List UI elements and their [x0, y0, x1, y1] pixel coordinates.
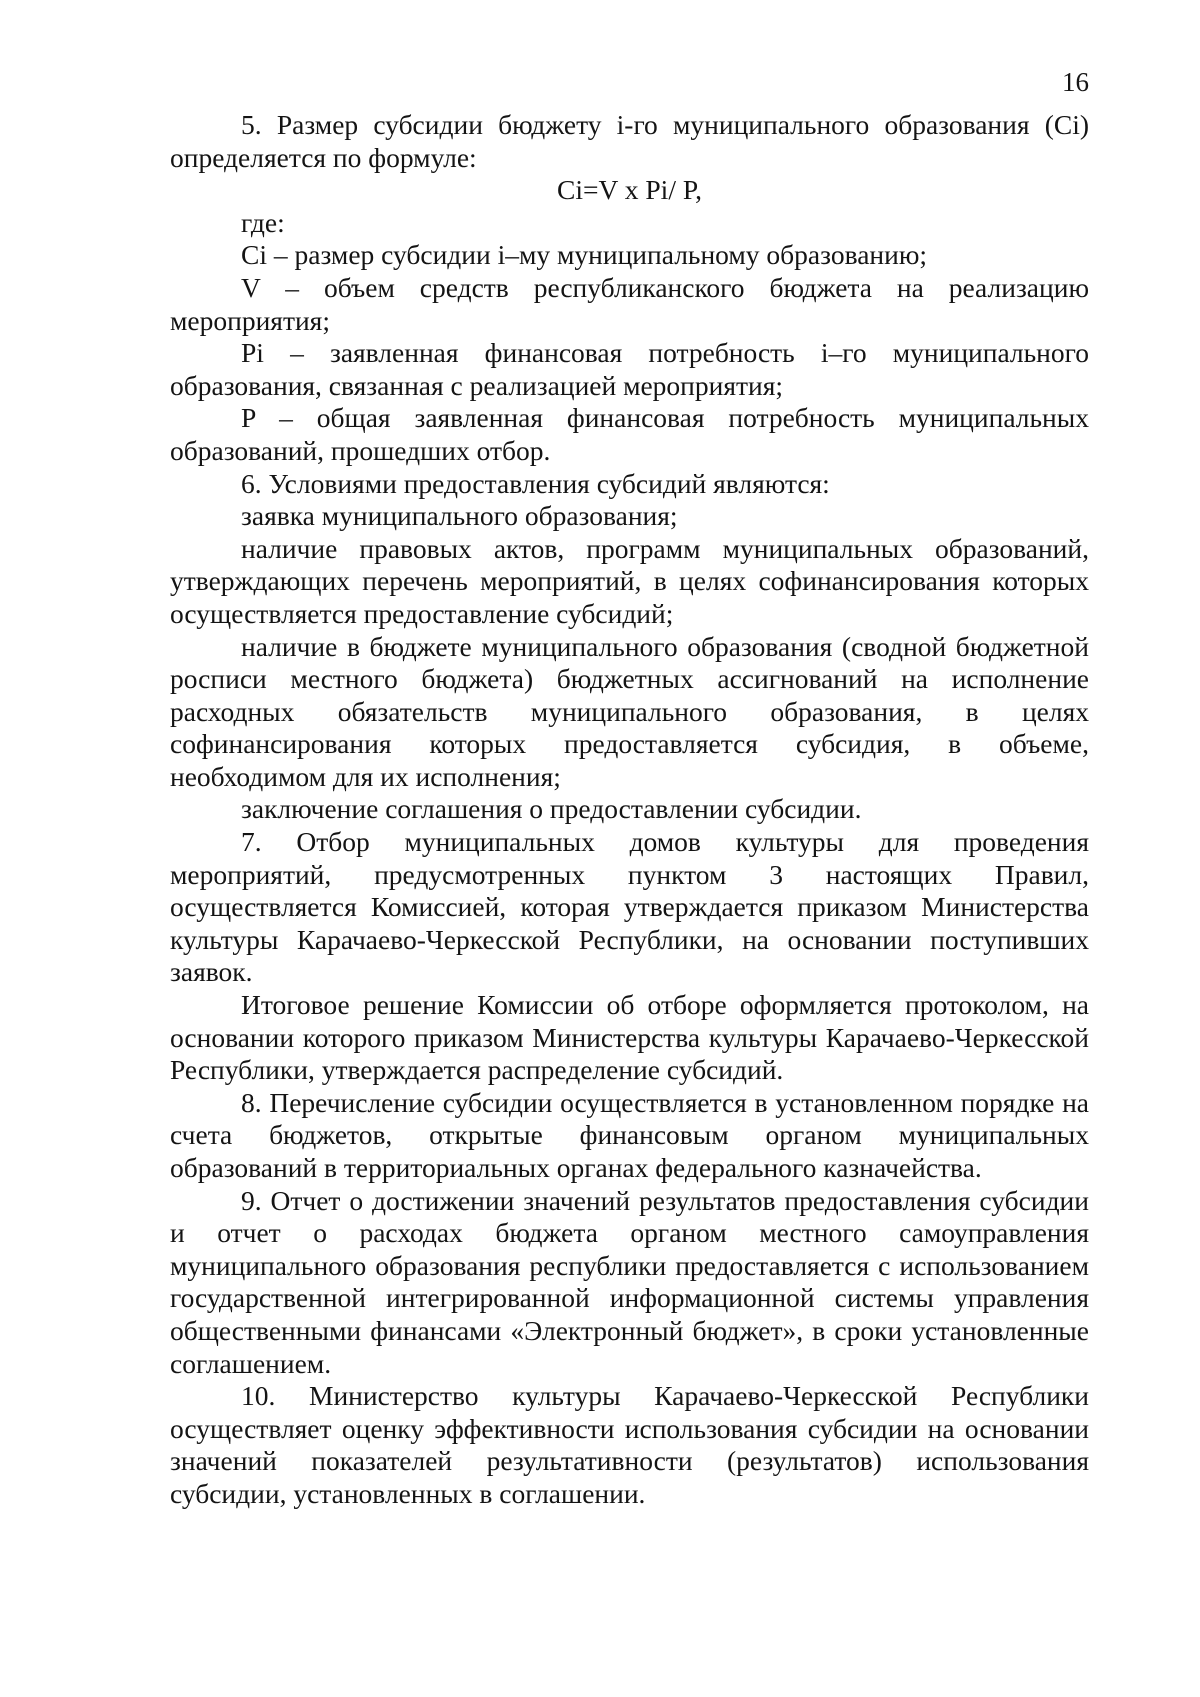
paragraph-5-intro: 5. Размер субсидии бюджету i-го муниципального образования (Ci) определяется по формуле:: [170, 109, 1089, 173]
document-body: [170, 109, 1089, 1511]
condition-budget-allocations: наличие в бюджете муниципального образования (сводной бюджетной росписи местного бюджета) бюджетных ассигнований на исполнение расходных обязательств муниципального образования, в целях софинансирования которых предоставляется субсидия, в объеме, необходимом для их исполнения;: [170, 630, 1089, 792]
condition-agreement: заключение соглашения о предоставлении субсидии.: [241, 793, 862, 825]
paragraph-8: 8. Перечисление субсидии осуществляется в установленном порядке на счета бюджетов, открытые финансовым органом муниципальных образований в территориальных органах федерального казначейства.: [170, 1086, 1089, 1183]
definition-v: V – объем средств республиканского бюджета на реализацию мероприятия;: [170, 271, 1089, 336]
definition-ci: Ci – размер субсидии i–му муниципальному образованию;: [241, 239, 928, 271]
condition-legal-acts: наличие правовых актов, программ муниципальных образований, утверждающих перечень мероприятий, в целях софинансирования которых осуществляется предоставление субсидий;: [170, 532, 1089, 629]
paragraph-7: 7. Отбор муниципальных домов культуры для проведения мероприятий, предусмотренных пунктом 3 настоящих Правил, осуществляется Комиссией, которая утверждается приказом Министерства культуры Карачаево-Черкесской Республики, на основании поступивших заявок.: [170, 826, 1089, 988]
condition-application: заявка муниципального образования;: [241, 500, 678, 532]
definition-p: P – общая заявленная финансовая потребность муниципальных образований, прошедших отбор.: [170, 402, 1089, 466]
paragraph-9: 9. Отчет о достижении значений результатов предоставления субсидии и отчет о расходах бюджета органом местного самоуправления муниципального образования республики предоставляется с использованием государственной интегрированной информационной системы управления общественными финансами «Электронный бюджет», в сроки установленные соглашением.: [170, 1184, 1089, 1379]
definition-pi: Pi – заявленная финансовая потребность i–го муниципального образования, связанная с реализацией мероприятия;: [170, 337, 1089, 401]
paragraph-6-intro: 6. Условиями предоставления субсидий являются:: [241, 467, 830, 499]
paragraph-7-decision: Итоговое решение Комиссии об отборе оформляется протоколом, на основании которого приказом Министерства культуры Карачаево-Черкесской Республики, утверждается распределение субсидий.: [170, 989, 1089, 1086]
formula: Ci=V x Pi/ P,: [557, 174, 702, 206]
where-label: где:: [241, 206, 285, 238]
paragraph-10: 10. Министерство культуры Карачаево-Черкесской Республики осуществляет оценку эффективности использования субсидии на основании значений показателей результативности (результатов) использования субсидии, установленных в соглашении.: [170, 1380, 1089, 1509]
page-number: 16: [1062, 67, 1089, 97]
